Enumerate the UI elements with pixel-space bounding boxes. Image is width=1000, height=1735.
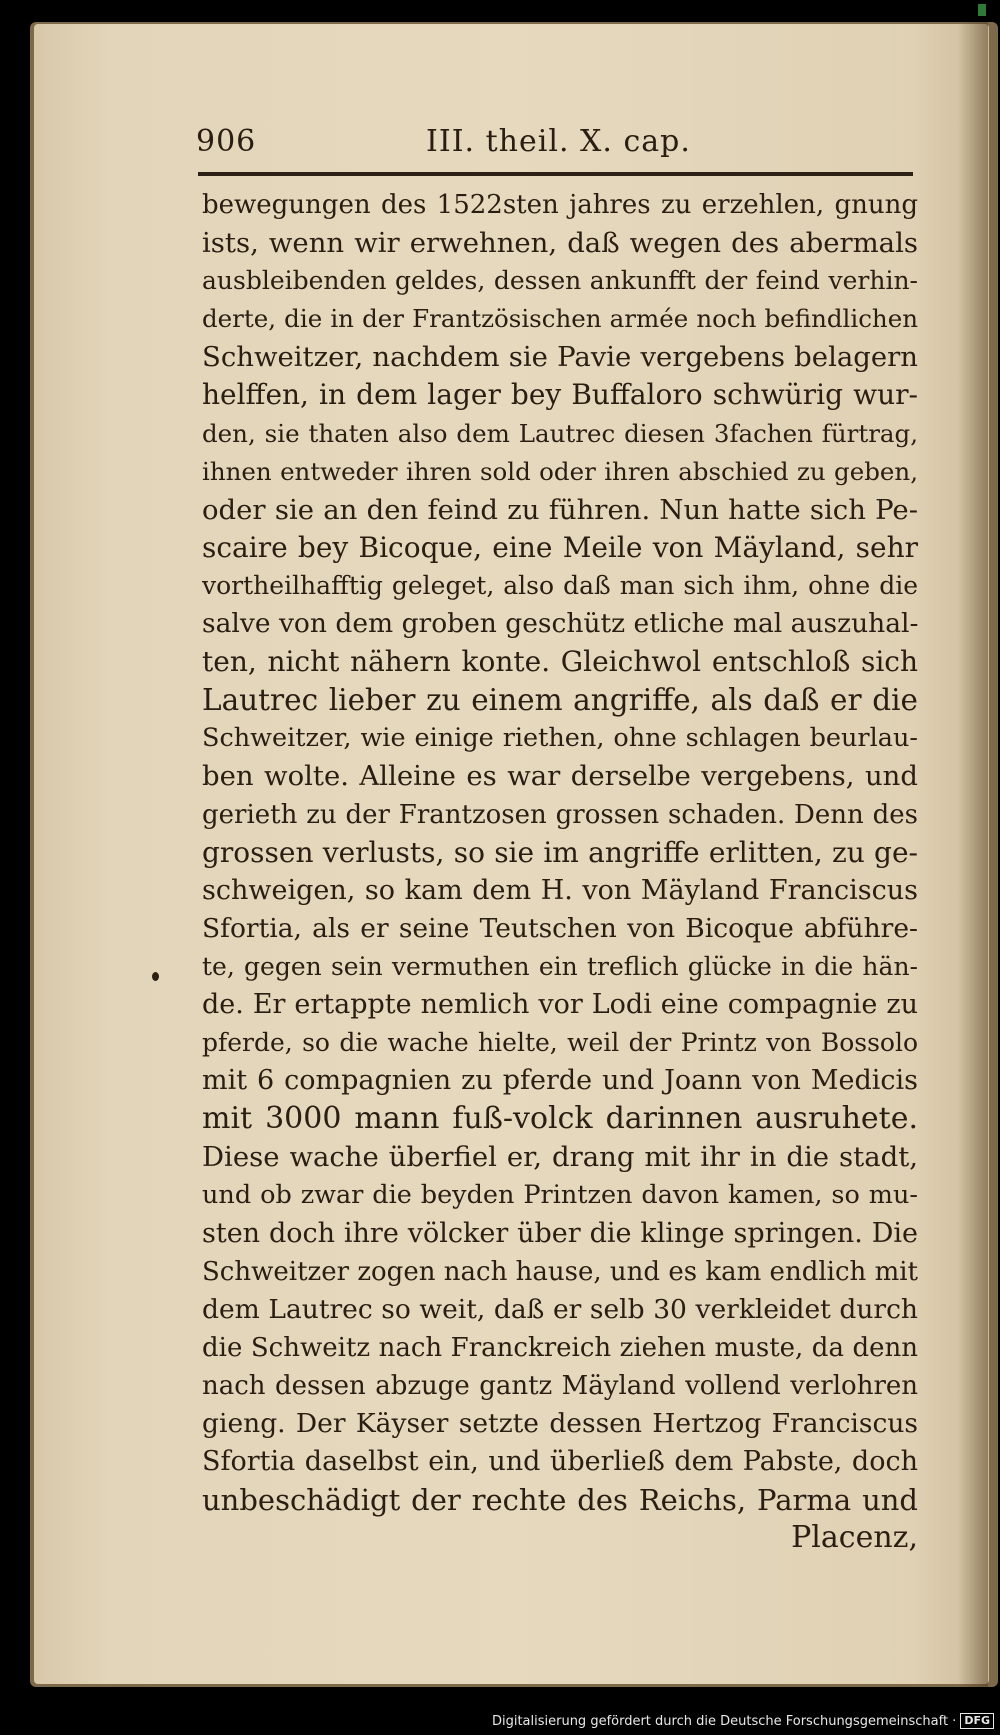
text-line: nach dessen abzuge gantz Mäyland vollend verlohren bbox=[202, 1370, 918, 1401]
text-line: te, gegen sein vermuthen ein treflich glücke in die hän- bbox=[202, 951, 918, 981]
text-line: ists, wenn wir erwehnen, daß wegen des abermals bbox=[202, 227, 918, 260]
text-line: scaire bey Bicoque, eine Meile von Mäyland, sehr bbox=[202, 530, 918, 564]
text-line: ihnen entweder ihren sold oder ihren abschied zu geben, bbox=[202, 456, 918, 486]
text-line: oder sie an den feind zu führen. Nun hatte sich Pe- bbox=[202, 493, 918, 526]
text-line: grossen verlusts, so sie im angriffe erlitten, zu ge- bbox=[202, 835, 918, 869]
text-line: unbeschädigt der rechte des Reichs, Parma und bbox=[202, 1483, 918, 1518]
text-line: salve von dem groben geschütz etliche mal auszuhal- bbox=[202, 608, 918, 640]
text-line: bewegungen des 1522sten jahres zu erzehlen, gnung bbox=[202, 190, 918, 220]
page-number: 906 bbox=[196, 124, 257, 159]
body-text bbox=[202, 186, 918, 1557]
text-line: Diese wache überfiel er, drang mit ihr in die stadt, bbox=[202, 1141, 918, 1174]
text-line: dem Lautrec so weit, daß er selb 30 verkleidet durch bbox=[202, 1293, 918, 1325]
header-rule bbox=[198, 172, 913, 176]
text-line: vortheilhafftig geleget, also daß man sich ihm, ohne die bbox=[202, 570, 918, 600]
text-line: den, sie thaten also dem Lautrec diesen 3fachen fürtrag, bbox=[202, 418, 918, 448]
text-line: ten, nicht nähern konte. Gleichwol entschloß sich bbox=[202, 645, 918, 679]
text-line: ben wolte. Alleine es war derselbe vergebens, und bbox=[202, 760, 918, 793]
text-line: mit 3000 mann fuß-volck darinnen ausruhete. bbox=[202, 1101, 918, 1137]
text-line: Sfortia daselbst ein, und überließ dem Pabste, doch bbox=[202, 1446, 918, 1478]
text-line: Sfortia, als er seine Teutschen von Bicoque abführe- bbox=[202, 912, 918, 944]
text-line: ausbleibenden geldes, dessen ankunfft der feind verhin- bbox=[202, 266, 918, 296]
gutter-shadow bbox=[958, 22, 988, 1687]
text-line: helffen, in dem lager bey Buffaloro schwürig wur- bbox=[202, 378, 918, 412]
running-head: III. theil. X. cap. bbox=[426, 124, 691, 159]
page-header bbox=[196, 124, 916, 168]
text-line: Lautrec lieber zu einem angriffe, als daß er die bbox=[202, 683, 918, 718]
text-line: und ob zwar die beyden Printzen davon kamen, so mu- bbox=[202, 1180, 918, 1211]
text-line: de. Er ertappte nemlich vor Lodi eine compagnie zu bbox=[202, 988, 918, 1020]
color-marker bbox=[978, 4, 986, 16]
text-line: Schweitzer, wie einige riethen, ohne schlagen beurlau- bbox=[202, 723, 918, 754]
footer-credit: Digitalisierung gefördert durch die Deutsche Forschungsgemeinschaft · bbox=[491, 1713, 957, 1729]
text-line: derte, die in der Frantzösischen armée noch befindlichen bbox=[202, 304, 918, 334]
text-line: gerieth zu der Frantzosen grossen schaden. Denn des bbox=[202, 799, 918, 830]
digitization-footer bbox=[492, 1710, 994, 1732]
text-line: Schweitzer, nachdem sie Pavie vergebens belagern bbox=[202, 341, 918, 374]
text-line: gieng. Der Käyser setzte dessen Hertzog Franciscus bbox=[202, 1408, 918, 1439]
dfg-logo-icon: DFG bbox=[960, 1713, 994, 1729]
text-line: pferde, so die wache hielte, weil der Printz von Bossolo bbox=[202, 1028, 918, 1058]
text-line: die Schweitz nach Franckreich ziehen muste, da denn bbox=[202, 1332, 918, 1363]
text-line: Schweitzer zogen nach hause, und es kam endlich mit bbox=[202, 1256, 918, 1287]
text-line: mit 6 compagnien zu pferde und Joann von Medicis bbox=[202, 1065, 918, 1097]
catchword: Placenz, bbox=[791, 1520, 918, 1556]
text-line: sten doch ihre völcker über die klinge springen. Die bbox=[202, 1217, 918, 1249]
ink-speck bbox=[152, 972, 159, 981]
text-line: schweigen, so kam dem H. von Mäyland Franciscus bbox=[202, 874, 918, 906]
